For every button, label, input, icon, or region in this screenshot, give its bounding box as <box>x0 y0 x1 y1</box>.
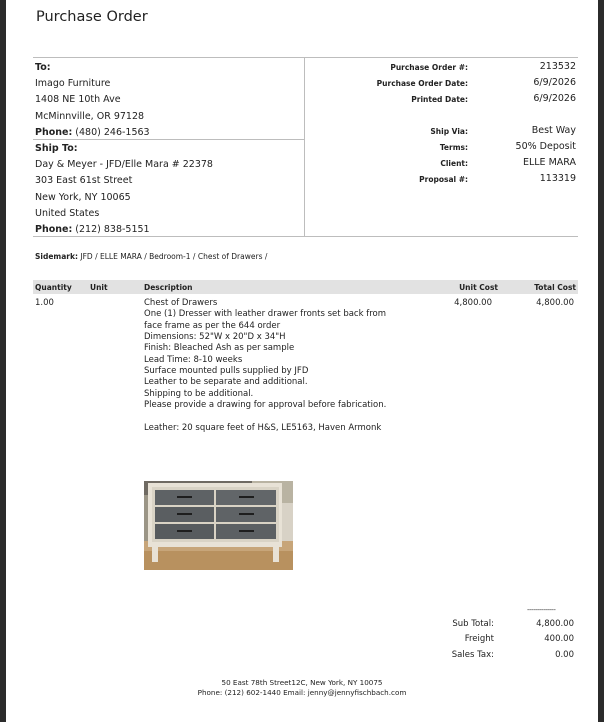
proposal-label: Proposal #: <box>419 175 468 184</box>
client-label: Client: <box>440 159 468 168</box>
ship-to-phone-label: Phone: <box>35 224 73 236</box>
unit-header: Unit <box>90 283 108 292</box>
description-line: Finish: Bleached Ash as per sample <box>144 343 295 354</box>
vendor-phone: (480) 246-1563 <box>75 126 150 138</box>
freight-value: 400.00 <box>544 634 574 644</box>
description-line: Shipping to be additional. <box>144 388 254 399</box>
terms-label: Terms: <box>439 143 468 152</box>
ship-to-name: Day & Meyer - JFD/Elle Mara # 22378 <box>35 159 213 171</box>
vendor-name: Imago Furniture <box>35 78 111 90</box>
item-title: Chest of Drawers <box>144 298 218 308</box>
totals-separator: -------------- <box>527 606 556 614</box>
ship-to-country: United States <box>35 207 100 219</box>
po-number-label: Purchase Order #: <box>390 63 468 72</box>
po-number-row <box>307 61 578 77</box>
ship-to-phone: (212) 838-5151 <box>75 224 150 236</box>
vendor-street: 1408 NE 10th Ave <box>35 94 121 106</box>
po-date-label: Purchase Order Date: <box>376 79 468 88</box>
total-cost-header: Total Cost <box>534 283 576 292</box>
vendor-city: McMinnville, OR 97128 <box>35 110 145 122</box>
sidemark <box>35 252 267 261</box>
ship-via-row <box>307 125 578 141</box>
ship-to-street: 303 East 61st Street <box>35 175 133 187</box>
terms-row <box>307 141 578 157</box>
column-divider <box>304 58 305 237</box>
sales-tax-value: 0.00 <box>555 650 574 660</box>
proposal-row <box>307 173 578 189</box>
sidemark-label: Sidemark: <box>35 252 78 261</box>
printed-date-label: Printed Date: <box>411 95 468 104</box>
description-blank-line <box>144 411 386 422</box>
item-total-cost: 4,800.00 <box>536 298 574 308</box>
po-number: 213532 <box>539 61 576 72</box>
description-line: Leather to be separate and additional. <box>144 377 308 388</box>
client: ELLE MARA <box>522 157 576 168</box>
footer-contact: Phone: (212) 602-1440 Email: jenny@jennyfischbach.com <box>197 688 407 697</box>
description-line: Lead Time: 8-10 weeks <box>144 354 243 365</box>
po-date-row <box>307 77 578 93</box>
terms: 50% Deposit <box>515 141 576 152</box>
product-photo <box>144 481 293 570</box>
sales-tax-label: Sales Tax: <box>451 650 494 660</box>
item-description <box>144 298 386 434</box>
viewer-right-edge <box>598 0 604 722</box>
description-line: Dimensions: 52"W x 20"D x 34"H <box>144 332 286 343</box>
unit-cost-header: Unit Cost <box>459 283 498 292</box>
footer-address: 50 East 78th Street12C, New York, NY 10075 <box>221 678 383 687</box>
vendor-phone-label: Phone: <box>35 126 73 138</box>
printed-date: 6/9/2026 <box>533 93 576 104</box>
description-header: Description <box>144 283 193 292</box>
ship-to-city: New York, NY 10065 <box>35 191 131 203</box>
item-unit-cost: 4,800.00 <box>454 298 492 308</box>
address-section <box>33 57 578 237</box>
item-quantity: 1.00 <box>35 298 54 308</box>
sidemark-value: JFD / ELLE MARA / Bedroom-1 / Chest of Drawers / <box>80 252 268 261</box>
description-line: One (1) Dresser with leather drawer fronts set back from <box>144 309 387 320</box>
page-title: Purchase Order <box>36 9 148 25</box>
freight-label: Freight <box>464 634 494 644</box>
dresser-image <box>144 481 293 570</box>
subtotal-label: Sub Total: <box>452 619 494 629</box>
description-line: Please provide a drawing for approval before fabrication. <box>144 400 387 411</box>
po-date: 6/9/2026 <box>533 77 576 88</box>
vendor-address <box>35 60 150 141</box>
subtotal-value: 4,800.00 <box>536 619 574 629</box>
ship-via: Best Way <box>531 125 576 136</box>
description-line: Surface mounted pulls supplied by JFD <box>144 366 309 377</box>
description-line: Leather: 20 square feet of H&S, LE5163, Haven Armonk <box>144 422 382 433</box>
description-line: face frame as per the 644 order <box>144 320 281 331</box>
proposal: 113319 <box>539 173 576 184</box>
ship-to-label: Ship To: <box>35 143 78 154</box>
purchase-order-page <box>6 0 598 722</box>
ship-to-address <box>35 141 213 238</box>
table-header <box>33 280 578 294</box>
printed-date-row <box>307 93 578 109</box>
to-label: To: <box>35 62 51 73</box>
ship-via-label: Ship Via: <box>430 127 468 136</box>
quantity-header: Quantity <box>35 283 72 292</box>
client-row <box>307 157 578 173</box>
